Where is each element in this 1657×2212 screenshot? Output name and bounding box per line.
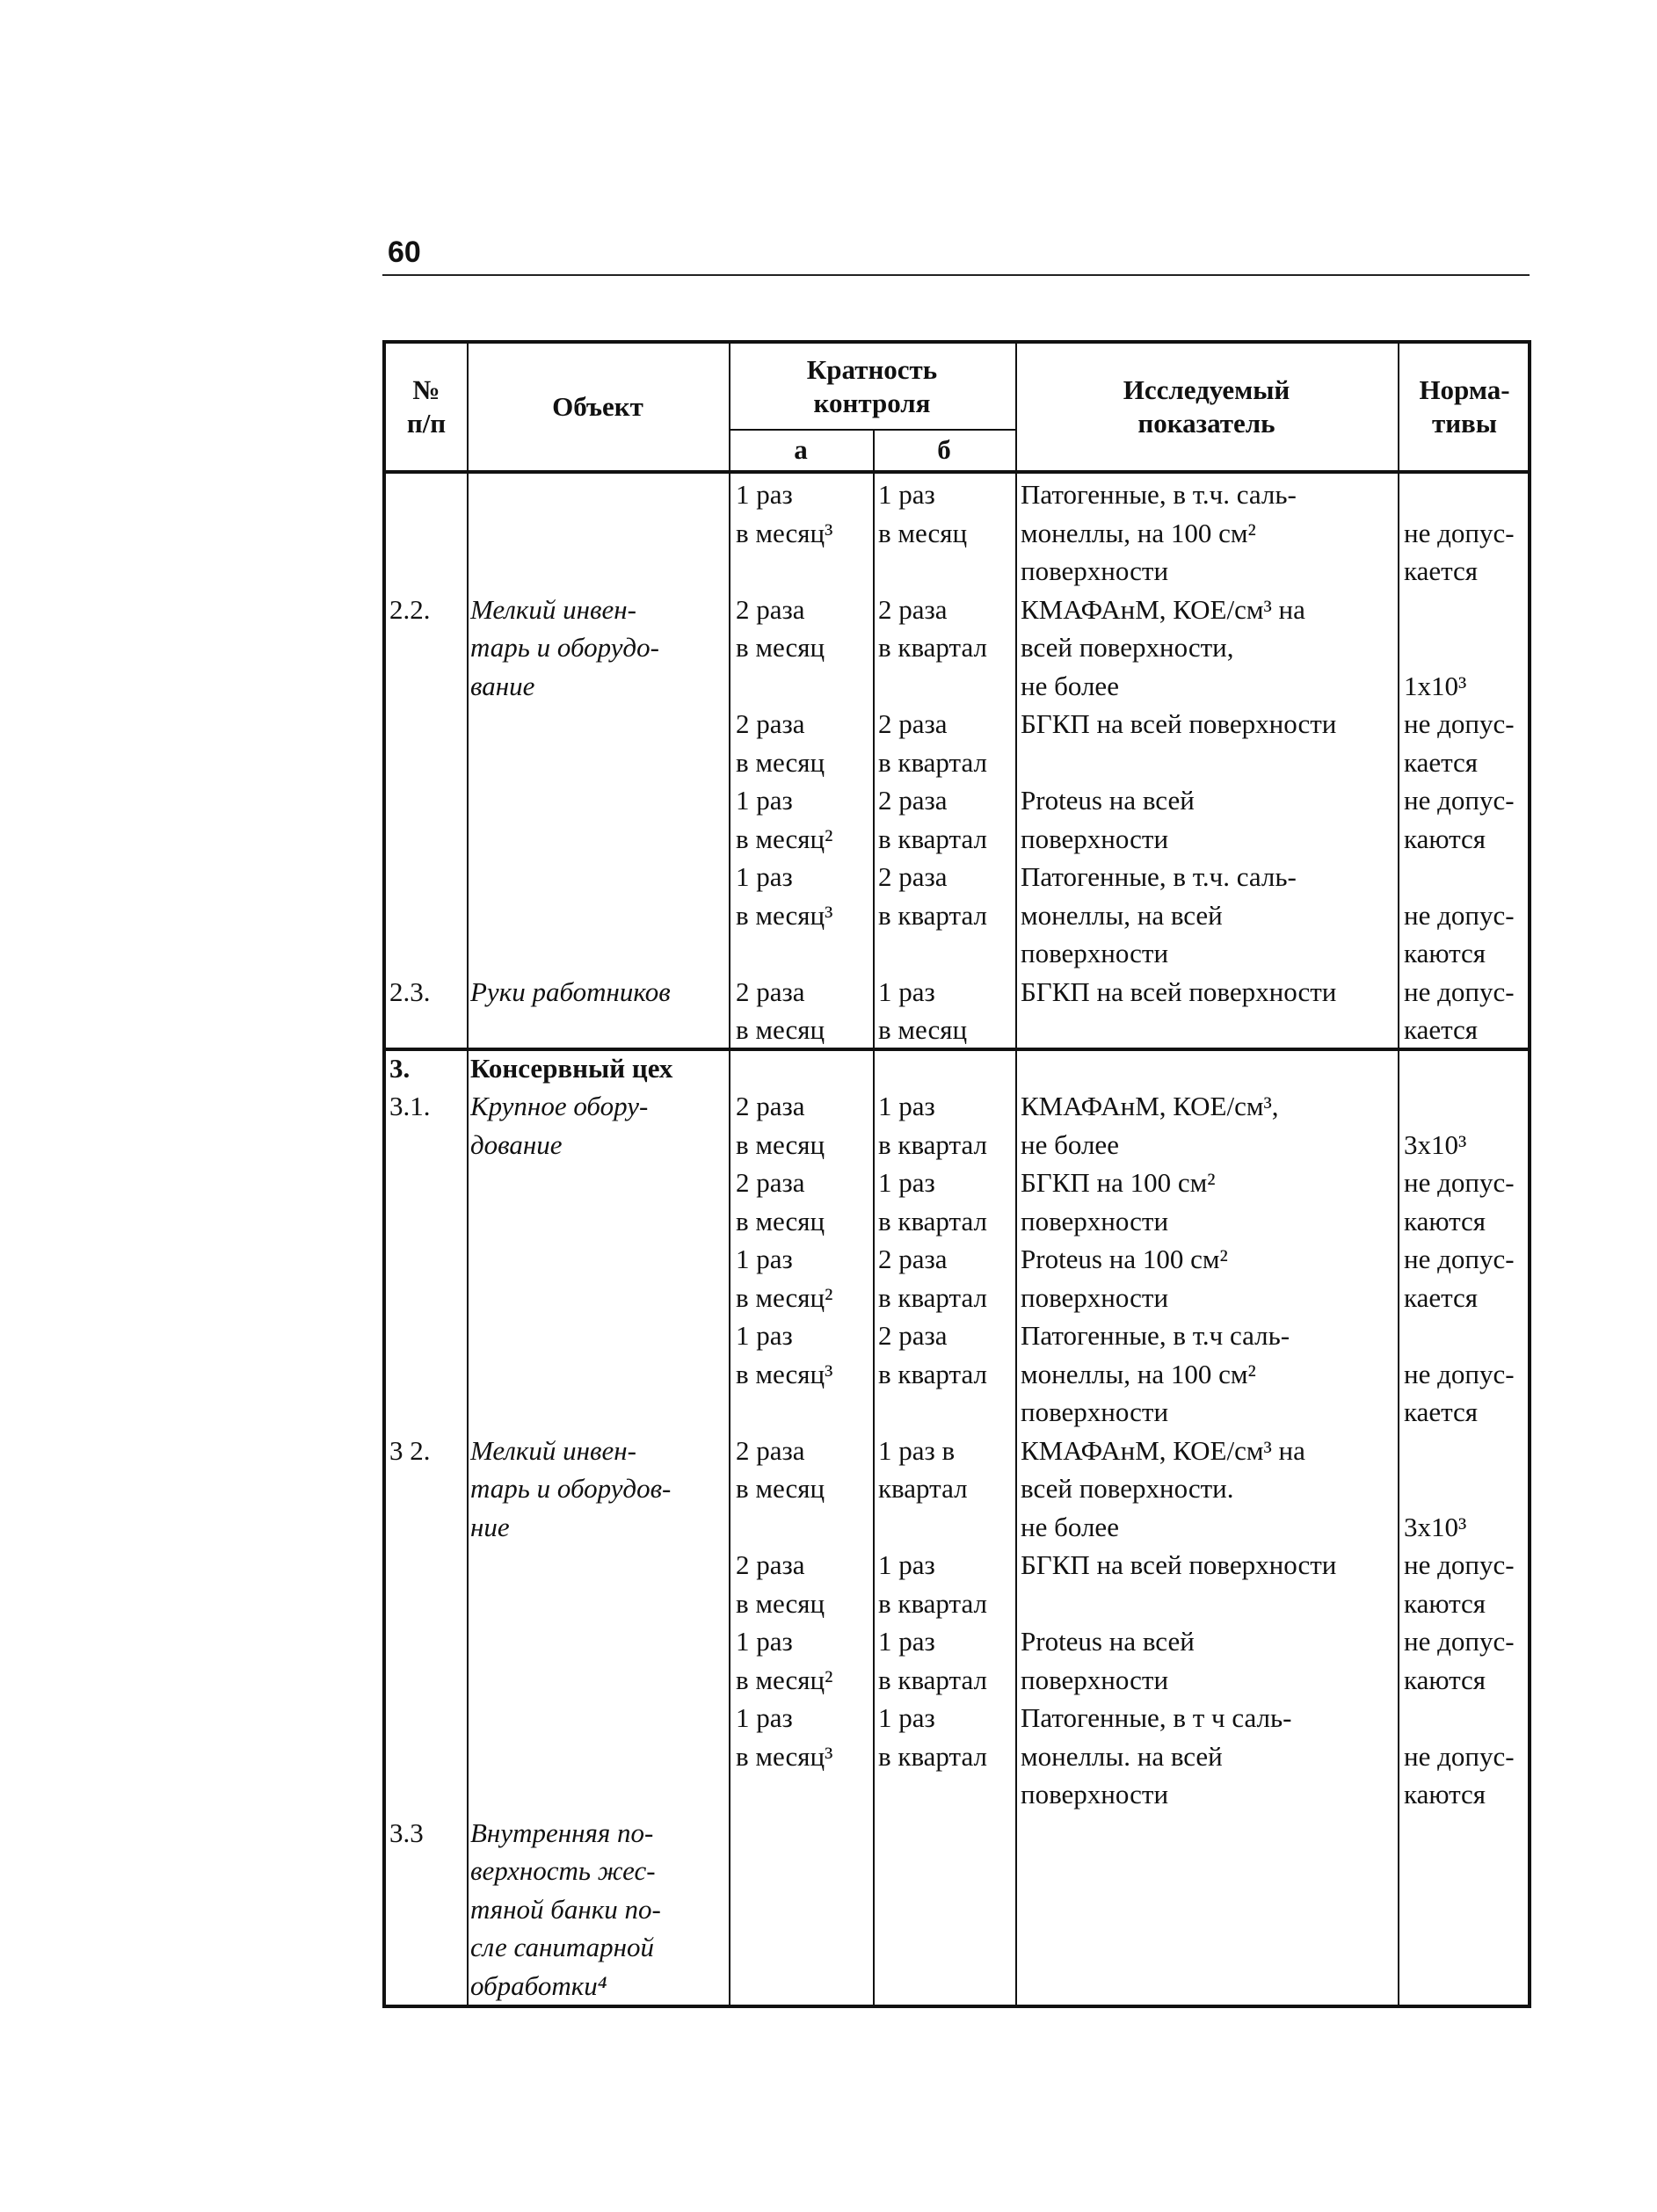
row-indicator: Proteus на 100 см² поверхности (1021, 1244, 1228, 1313)
row-norm: не допус- каются (1404, 1626, 1515, 1695)
row-object: Внутренняя по- верхность жес- тяной банки по- сле санитарной обработки⁴ (470, 1817, 661, 2001)
header-indicator: Исследуемый показатель (1123, 374, 1290, 439)
row-indicator: КМАФАнМ, КОЕ/см³ на всей поверхности. не более (1021, 1434, 1305, 1542)
row-frequency-b: 2 раза в квартал (878, 785, 987, 854)
header-rule (382, 274, 1530, 276)
row-frequency-b: 1 раз в квартал (878, 1091, 987, 1160)
table-row (386, 1622, 1528, 1699)
row-object: Мелкий инвен- тарь и оборудо- вание (470, 593, 659, 701)
table-row (386, 1049, 1528, 1088)
row-object: Крупное обору- дование (470, 1091, 649, 1160)
row-frequency-b: 2 раза в квартал (878, 708, 987, 778)
row-norm: не допус- каются (1404, 1167, 1515, 1237)
row-indicator: Proteus на всей поверхности (1021, 785, 1195, 854)
row-indicator: Патогенные, в т.ч. саль- монеллы, на 100 см² поверхности (1021, 479, 1297, 586)
table-row (386, 475, 1528, 591)
row-indicator: БГКП на 100 см² поверхности (1021, 1167, 1216, 1237)
row-frequency-a: 2 раза в месяц (736, 1167, 825, 1237)
row-indicator: Патогенные, в т ч саль- монеллы. на всей поверхности (1021, 1702, 1292, 1809)
row-norm: не допус- каются (1404, 1549, 1515, 1619)
row-frequency-a: 1 раз в месяц³ (736, 479, 833, 548)
row-frequency-b: 1 раз в квартал (878, 1702, 987, 1772)
row-number: 3 2. (389, 1434, 431, 1466)
row-indicator: КМАФАнМ, КОЕ/см³, не более (1021, 1091, 1279, 1160)
row-object: Консервный цех (470, 1052, 673, 1084)
row-norm: не допус- кается (1404, 517, 1515, 586)
table-row (386, 1699, 1528, 1814)
row-norm: не допус- кается (1404, 1358, 1515, 1427)
header-freq-a: а (794, 433, 808, 465)
row-norm: не допус- каются (1404, 899, 1515, 968)
row-frequency-b: 2 раза в квартал (878, 1320, 987, 1389)
row-frequency-b: 1 раз в месяц (878, 479, 968, 548)
row-indicator: БГКП на всей поверхности (1021, 708, 1337, 739)
header-object: Объект (552, 391, 643, 422)
table-row (386, 1164, 1528, 1240)
table-row (386, 1087, 1528, 1164)
row-frequency-a: 2 раза в месяц (736, 1091, 825, 1160)
row-frequency-a: 2 раза в месяц (736, 975, 825, 1045)
row-object: Мелкий инвен- тарь и оборудов- ние (470, 1434, 672, 1542)
row-frequency-a: 1 раз в месяц² (736, 785, 833, 854)
row-frequency-a: 1 раз в месяц³ (736, 1320, 833, 1389)
row-frequency-a: 1 раз в месяц³ (736, 1702, 833, 1772)
row-norm: 1x10³ (1404, 670, 1467, 701)
table-row (386, 858, 1528, 973)
table-row (386, 1546, 1528, 1622)
row-frequency-b: 1 раз в квартал (878, 1167, 987, 1237)
row-frequency-b: 1 раз в квартал (878, 1549, 987, 1619)
table-row (386, 1316, 1528, 1432)
row-number: 3.1. (389, 1091, 431, 1121)
row-number: 3. (389, 1052, 411, 1084)
row-frequency-b: 1 раз в квартал (878, 1626, 987, 1695)
row-norm: не допус- кается (1404, 975, 1515, 1045)
row-indicator: БГКП на всей поверхности (1021, 975, 1337, 1007)
row-indicator: Патогенные, в т.ч. саль- монеллы, на всей поверхности (1021, 861, 1297, 968)
row-frequency-b: 2 раза в квартал (878, 1244, 987, 1313)
table-row (386, 1240, 1528, 1316)
data-table (382, 340, 1531, 2008)
table-row (386, 1432, 1528, 1547)
header-norms: Норма- тивы (1419, 374, 1510, 439)
row-norm: не допус- каются (1404, 1740, 1515, 1809)
table-row (386, 781, 1528, 858)
row-norm: не допус- кается (1404, 1244, 1515, 1313)
header-frequency: Кратность контроля (806, 353, 938, 418)
row-norm: не допус- кается (1404, 708, 1515, 778)
row-frequency-a: 1 раз в месяц² (736, 1626, 833, 1695)
row-frequency-a: 1 раз в месяц² (736, 1244, 833, 1313)
row-indicator: КМАФАнМ, КОЕ/см³ на всей поверхности, не более (1021, 593, 1305, 701)
row-number: 3.3 (389, 1817, 424, 1848)
row-frequency-a: 2 раза в месяц (736, 708, 825, 778)
table-row (386, 591, 1528, 706)
row-number: 2.3. (389, 975, 431, 1007)
row-frequency-b: 1 раз в месяц (878, 975, 968, 1045)
row-object: Руки работников (470, 975, 671, 1007)
row-indicator: Proteus на всей поверхности (1021, 1626, 1195, 1695)
header-freq-b: б (937, 433, 951, 465)
row-number: 2.2. (389, 593, 431, 625)
table-row (386, 973, 1528, 1049)
header-bottom-line (386, 470, 1528, 474)
table-row (386, 705, 1528, 781)
row-frequency-b: 2 раза в квартал (878, 593, 987, 663)
row-indicator: БГКП на всей поверхности (1021, 1549, 1337, 1580)
row-frequency-b: 1 раз в квартал (878, 1434, 968, 1504)
row-norm: не допус- каются (1404, 785, 1515, 854)
row-frequency-a: 1 раз в месяц³ (736, 861, 833, 931)
row-frequency-b: 2 раза в квартал (878, 861, 987, 931)
row-norm: 3x10³ (1404, 1128, 1467, 1160)
row-norm: 3x10³ (1404, 1511, 1467, 1542)
page-number: 60 (388, 236, 421, 269)
header-num: № п/п (406, 374, 447, 439)
row-frequency-a: 2 раза в месяц (736, 593, 825, 663)
row-frequency-a: 2 раза в месяц (736, 1434, 825, 1504)
row-frequency-a: 2 раза в месяц (736, 1549, 825, 1619)
table-row (386, 1814, 1528, 2005)
row-indicator: Патогенные, в т.ч саль- монеллы, на 100 см² поверхности (1021, 1320, 1290, 1427)
